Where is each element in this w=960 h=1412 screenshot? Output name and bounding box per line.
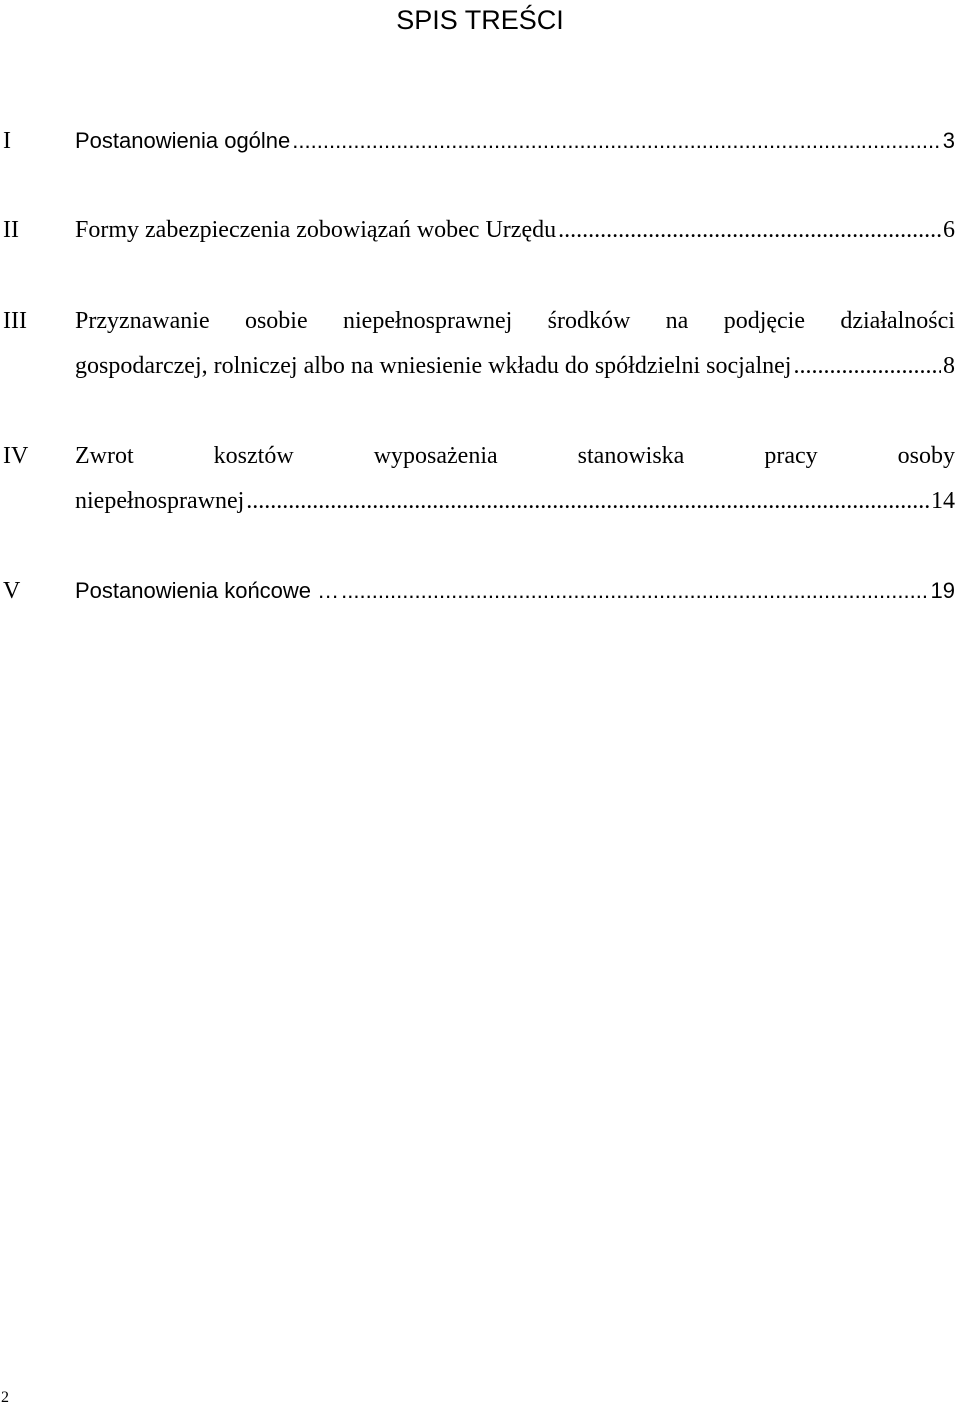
title-word: Zwrot [75, 443, 134, 469]
dot-leader [246, 484, 929, 518]
title-word: środków [547, 308, 631, 334]
page-title: SPIS TREŚCI [396, 5, 564, 35]
toc-entry-title: Postanowienia ogólne [75, 128, 291, 153]
title-word: osobie [244, 308, 308, 334]
title-word: podjęcie [723, 308, 805, 334]
toc-entry-page: 19 [930, 578, 955, 603]
toc-entry-page: 6 [943, 217, 955, 243]
page-number: 2 [1, 1389, 9, 1406]
title-word: kosztów [213, 443, 294, 469]
toc-entry-title-line1 [75, 304, 955, 338]
title-word: pracy [764, 443, 818, 469]
dot-leader [292, 124, 940, 158]
dot-leader [793, 349, 941, 383]
title-word: stanowiska [577, 443, 685, 469]
toc-entry-number: III [3, 308, 27, 334]
toc-entry-title: Formy zabezpieczenia zobowiązań wobec Urzędu [75, 217, 557, 243]
toc-entry-page: 8 [943, 353, 955, 379]
toc-entry-number: I [3, 128, 11, 154]
toc-entry-number: V [3, 578, 21, 604]
title-word: niepełnosprawnej [343, 308, 513, 334]
toc-entry-number: IV [3, 443, 29, 469]
dot-leader [558, 213, 941, 247]
toc-entry-title: Postanowienia końcowe … [75, 578, 340, 603]
toc-entry-number: II [3, 217, 19, 243]
toc-entry-page: 14 [931, 488, 955, 514]
toc-entry-title-line1 [75, 439, 955, 473]
title-word: Przyznawanie [75, 308, 210, 334]
toc-entry-title-line2: niepełnosprawnej [75, 488, 245, 514]
title-word: osoby [897, 443, 955, 469]
dot-leader [341, 574, 928, 608]
toc-entry-page: 3 [942, 128, 955, 153]
title-word: wyposażenia [373, 443, 498, 469]
toc-entry-title-line2: gospodarczej, rolniczej albo na wniesienie wkładu do spółdzielni socjalnej [75, 353, 792, 379]
title-word: działalności [840, 308, 955, 334]
title-word: na [665, 308, 689, 334]
